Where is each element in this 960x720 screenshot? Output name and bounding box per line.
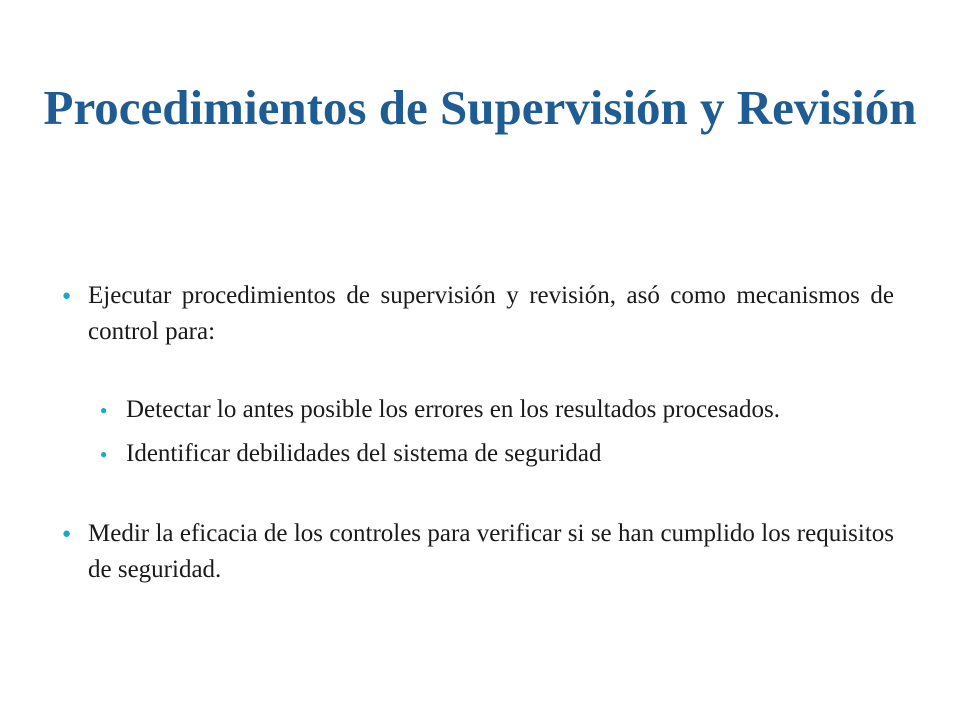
- sub-bullet-text: Detectar lo antes posible los errores en los resultados procesados.: [126, 396, 780, 423]
- bullet-marker-icon: ●: [62, 288, 72, 304]
- bullet-item: [62, 516, 894, 588]
- bullet-marker-icon: ●: [100, 447, 108, 461]
- bullet-item: [62, 278, 894, 350]
- bullet-text: Ejecutar procedimientos de supervisión y revisión, asó como mecanismos de control para:: [88, 282, 894, 345]
- bullet-marker-icon: ●: [100, 403, 108, 417]
- slide-body: [62, 278, 894, 588]
- sub-bullet-item: [100, 392, 894, 428]
- bullet-marker-icon: ●: [62, 526, 72, 542]
- sub-bullet-text: Identificar debilidades del sistema de seguridad: [126, 440, 602, 467]
- sub-bullet-item: [100, 436, 894, 472]
- slide-title: Procedimientos de Supervisión y Revisión: [43, 80, 917, 135]
- bullet-text: Medir la eficacia de los controles para verificar si se han cumplido los requisitos de seguridad.: [88, 520, 894, 583]
